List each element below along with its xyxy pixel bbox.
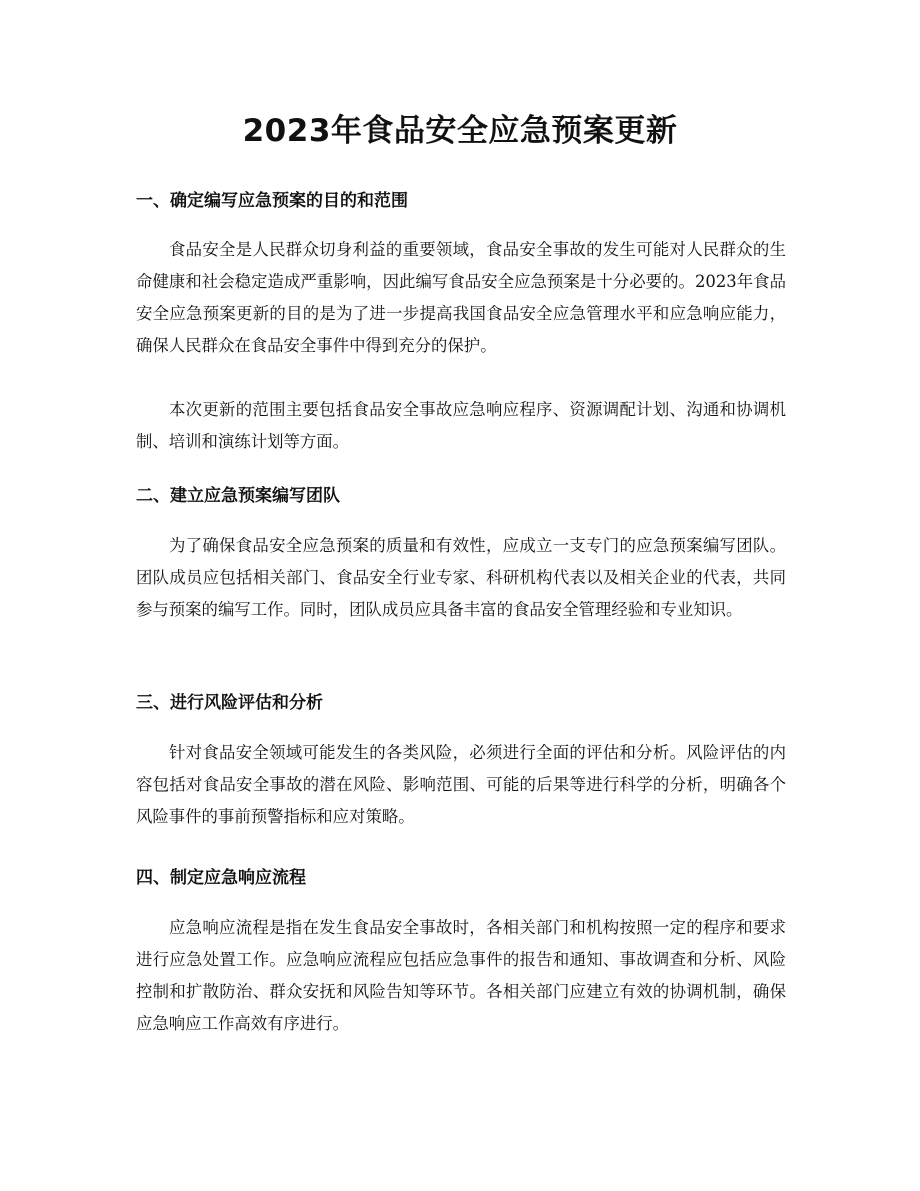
section-heading-3: 三、进行风险评估和分析 — [136, 693, 323, 713]
section-heading-2: 二、建立应急预案编写团队 — [136, 486, 340, 506]
section-heading-1: 一、确定编写应急预案的目的和范围 — [136, 191, 408, 211]
section-1-paragraph-1: 食品安全是人民群众切身利益的重要领域，食品安全事故的发生可能对人民群众的生命健康和社会稳定造成严重影响，因此编写食品安全应急预案是十分必要的。2023年食品安全应急预案更新的目的是为了进一步提高我国食品安全应急管理水平和应急响应能力，确保人民群众在食品安全事件中得到充分的保护。 — [136, 240, 786, 355]
section-4-paragraph-1: 应急响应流程是指在发生食品安全事故时，各相关部门和机构按照一定的程序和要求进行应急处置工作。应急响应流程应包括应急事件的报告和通知、事故调查和分析、风险控制和扩散防治、群众安抚和风险告知等环节。各相关部门应建立有效的协调机制，确保应急响应工作高效有序进行。 — [136, 918, 786, 1033]
section-1-paragraph-2: 本次更新的范围主要包括食品安全事故应急响应程序、资源调配计划、沟通和协调机制、培训和演练计划等方面。 — [136, 400, 786, 451]
section-heading-4: 四、制定应急响应流程 — [136, 868, 306, 888]
section-3-paragraph-1: 针对食品安全领域可能发生的各类风险，必须进行全面的评估和分析。风险评估的内容包括对食品安全事故的潜在风险、影响范围、可能的后果等进行科学的分析，明确各个风险事件的事前预警指标和应对策略。 — [136, 743, 786, 826]
document-title: 2023年食品安全应急预案更新 — [242, 113, 678, 149]
section-2-paragraph-1: 为了确保食品安全应急预案的质量和有效性，应成立一支专门的应急预案编写团队。团队成员应包括相关部门、食品安全行业专家、科研机构代表以及相关企业的代表，共同参与预案的编写工作。同时，团队成员应具备丰富的食品安全管理经验和专业知识。 — [136, 536, 786, 619]
